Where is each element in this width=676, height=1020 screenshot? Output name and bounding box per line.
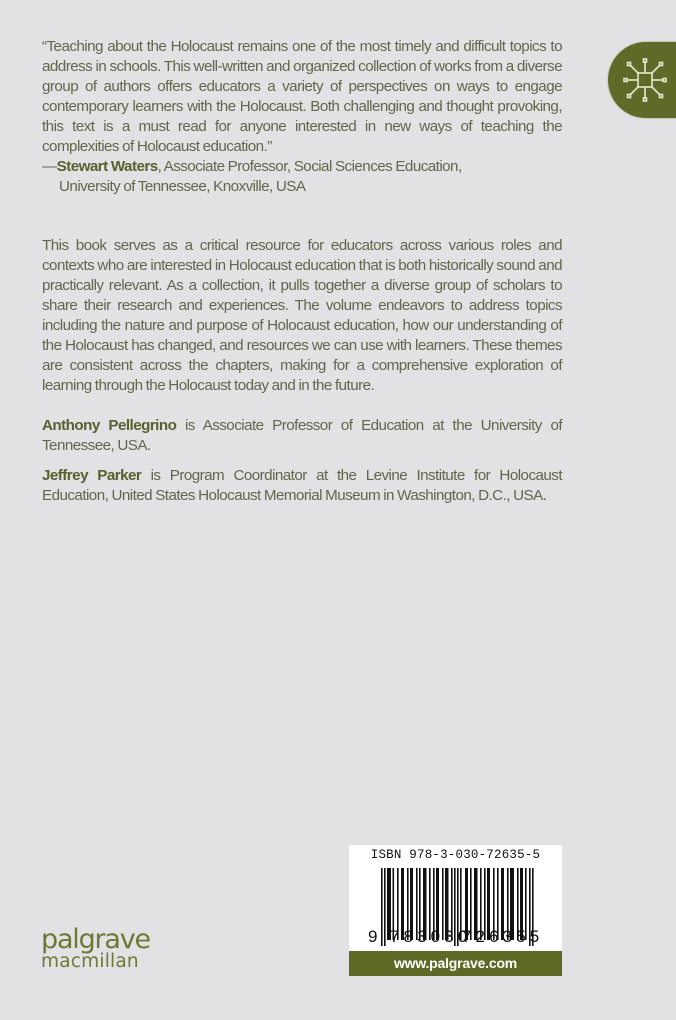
endorsement-quote — [42, 37, 562, 197]
quote-text: “Teaching about the Holocaust remains one of the most timely and difficult topics to address in schools. This well-written and organized collection of works from a diverse group of authors offers educators a variety of perspectives on ways to engage contemporary learners with the Holocaust. Both challenging and thought provoking, this text is a must read for anyone interested in new ways of teaching the complexities of Holocaust education.” — [42, 38, 562, 155]
logo-line-palgrave: palgrave — [41, 924, 150, 955]
isbn-barcode-block — [349, 845, 562, 951]
publisher-logo — [41, 926, 150, 972]
book-description: This book serves as a critical resource for educators across various roles and contexts who are interested in Holocaust education that is both historically sound and practically relevant. As a collection, it pulls together a diverse group of scholars to share their research and experiences. The volume endeavors to address topics including the nature and purpose of Holocaust education, how our understanding of the Holocaust has changed, and resources we can use with learners. These themes are consistent across the chapters, making for a comprehensive exploration of learning through the Holocaust today and in the future. — [42, 237, 562, 394]
circuit-chip-icon — [622, 57, 668, 103]
publisher-url: www.palgrave.com — [349, 951, 562, 976]
editor-name: Jeffrey Parker — [42, 467, 142, 484]
editor-bio — [42, 416, 562, 456]
editor-bio-text: is Program Coordinator at the Levine Institute for Holocaust Education, United States Holocaust Memorial Museum in Washington, D.C., USA. — [42, 467, 562, 504]
barcode-digits-right: 726355 — [462, 927, 544, 946]
barcode-digit-first: 9 — [368, 927, 382, 946]
logo-line-macmillan: macmillan — [41, 951, 139, 972]
quote-attribution: —Stewart Waters, Associate Professor, Social Sciences Education, University of Tennessee, Knoxville, USA — [42, 157, 562, 197]
isbn-label: ISBN 978-3-030-72635-5 — [370, 848, 541, 862]
editor-name: Anthony Pellegrino — [42, 417, 177, 434]
editor-bio-text: is Associate Professor of Education at the University of Tennessee, USA. — [42, 417, 563, 454]
quote-author-affiliation: University of Tennessee, Knoxville, USA — [59, 178, 306, 195]
quote-author-title: , Associate Professor, Social Sciences Education, — [157, 158, 462, 175]
barcode-digits-left: 783030 — [390, 927, 472, 946]
editor-bio — [42, 466, 562, 506]
quote-author: Stewart Waters — [56, 158, 158, 175]
series-badge — [608, 42, 676, 118]
